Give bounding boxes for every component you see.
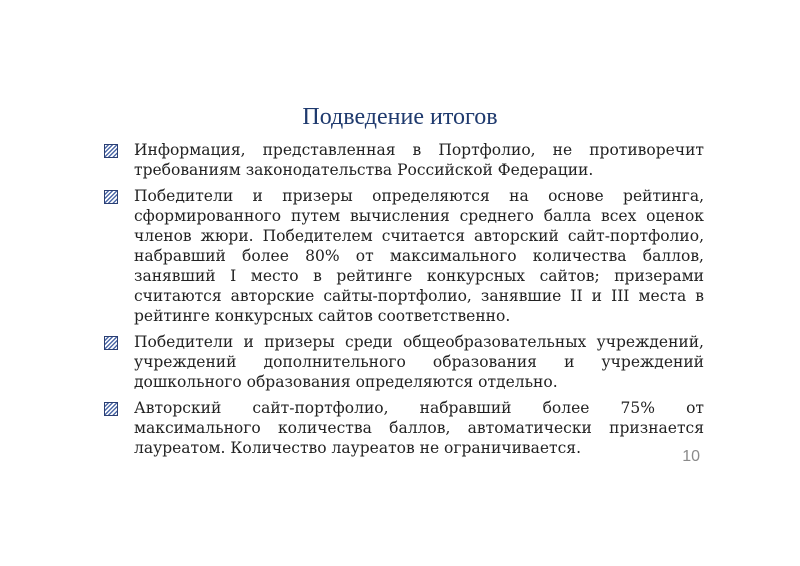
bullet-text: Авторский сайт-портфолио, набравший более 75% от максимального количества баллов, автоматически признается лауреатом. Количество лауреатов не ограничивается.: [134, 399, 704, 457]
bullet-text: Информация, представленная в Портфолио, не противоречит требованиям законодательства Российской Федерации.: [134, 141, 704, 179]
hatched-square-icon: [104, 402, 118, 416]
hatched-square-icon: [104, 144, 118, 158]
bullet-list: [104, 140, 704, 464]
bullet-text: Победители и призеры среди общеобразовательных учреждений, учреждений дополнительного образования и учреждений дошкольного образования определяются отдельно.: [134, 333, 704, 391]
page-number: 10: [682, 448, 700, 465]
hatched-square-icon: [104, 336, 118, 350]
hatched-square-icon: [104, 190, 118, 204]
bullet-text: Победители и призеры определяются на основе рейтинга, сформированного путем вычисления среднего балла всех оценок членов жюри. Победителем считается авторский сайт-портфолио, набравший более 80% от максимального количества баллов, занявший I место в рейтинге конкурсных сайтов; призерами считаются авторские сайты-портфолио, занявшие II и III места в рейтинге конкурсных сайтов соответственно.: [134, 187, 704, 325]
list-item: [104, 186, 704, 326]
list-item: [104, 332, 704, 392]
list-item: [104, 140, 704, 180]
slide-title: Подведение итогов: [302, 104, 498, 130]
list-item: [104, 398, 704, 458]
